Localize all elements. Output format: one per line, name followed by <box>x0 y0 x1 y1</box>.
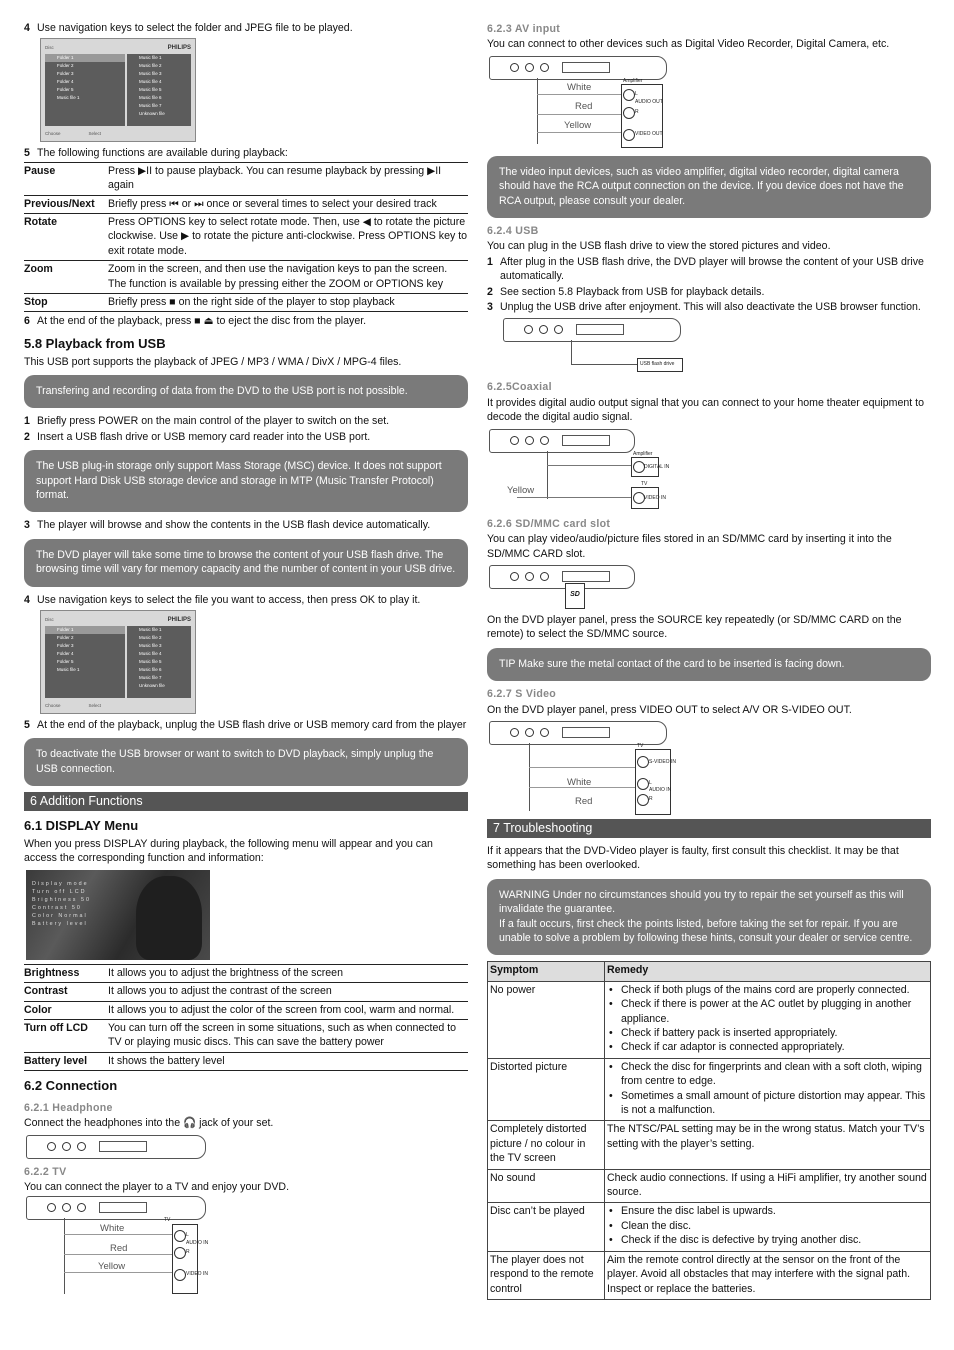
section-6-2-4-text: You can plug in the USB flash drive to view the stored pictures and video. <box>487 240 831 253</box>
amplifier-device: L AUDIO OUT R VIDEO OUT <box>621 84 663 148</box>
section-6-2-title: 6.2 Connection <box>24 1078 118 1094</box>
note-no-transfer: Transfering and recording of data from the DVD to the USB port is not possible. <box>24 375 468 408</box>
tv-label: TV <box>637 742 644 749</box>
wire-white-label: White <box>567 81 592 93</box>
player-device <box>503 318 681 342</box>
note-rca-output: The video input devices, such as video amplifier, digital video recorder, digital camera should have the RCA output connection on the device. If you device does not have the RCA output, please consult your dealer. <box>487 156 931 218</box>
file-list: Music file 1 Music file 2 Music file 3 Music file 4 Music file 5 Music file 6 Music file 7 Unknown file <box>127 54 191 126</box>
wire-yellow-label: Yellow <box>98 1261 126 1273</box>
chapter-7-bar: 7 Troubleshooting <box>487 819 931 838</box>
tv-device: S-VIDEO IN L AUDIO IN R <box>635 749 671 815</box>
table-row: Distorted picture • Check the disc for fingerprints and clean with a soft cloth, wiping from centre to edge. • Sometimes a small amount of picture distortion may appear. This is not a malfunction. <box>488 1058 931 1121</box>
amplifier-device: DIGITAL IN <box>631 457 659 477</box>
table-row: No sound Check audio connections. If using a HiFi amplifier, try another sound source. <box>488 1169 931 1203</box>
section-6-2-6-title: 6.2.6 SD/MMC card slot <box>487 517 611 530</box>
section-6-2-1-title: 6.2.1 Headphone <box>24 1101 113 1114</box>
usb-browser-screenshot: Disc PHILIPS Folder 1 Folder 2 Folder 3 Folder 4 Folder 5 Music file 1 Music file 1 Music file 2 Music file 3 Music file 4 Music file 5 Music file 6 Music file 7 Unknown file Choose Select <box>40 610 196 714</box>
section-6-2-5-text: It provides digital audio output signal that you can connect to your home theater equipment to decode the digital audio signal. <box>487 396 924 424</box>
wire-white-label: White <box>100 1223 125 1235</box>
wire-yellow-label: Yellow <box>564 119 592 131</box>
section-6-2-2-title: 6.2.2 TV <box>24 1165 67 1178</box>
disc-label: Disc <box>45 45 54 51</box>
section-6-2-6-text: You can play video/audio/picture files stored in an SD/MMC card by inserting it into the SD/MMC CARD slot. <box>487 533 892 560</box>
player-device <box>489 56 667 80</box>
usb-step-3: 3 The player will browse and show the contents in the USB flash device automatically. <box>24 519 431 532</box>
table-row: Disc can’t be played • Ensure the disc label is upwards. • Clean the disc. • Check if the disc is defective by trying another disc. <box>488 1203 931 1251</box>
usb-step-2: 2 Insert a USB flash drive or USB memory card reader into the USB port. <box>24 430 371 443</box>
warning-note: WARNING Under no circumstances should you try to repair the set yourself as this will invalidate the guarantee. If a fault occurs, first check the points listed, before taking the set for repair. If you are unable to solve a problem by following these hints, consult your dealer or service centre. <box>487 879 931 956</box>
usb-drive: USB flash drive <box>637 358 683 372</box>
player-device <box>489 429 635 453</box>
table-row: The player does not respond to the remote control Aim the remote control directly at the sensor on the front of the player. Avoid all obstacles that may interfere with the signal path. Inspect or replace the batteries. <box>488 1251 931 1299</box>
section-6-2-3-title: 6.2.3 AV input <box>487 23 561 35</box>
right-column <box>487 20 931 1300</box>
chapter-6-bar: 6 Addition Functions <box>24 792 468 811</box>
playback-functions-table: Pause Press ▶II to pause playback. You can resume playback by pressing ▶II again Previous/Next Briefly press ⏮ or ⏭ once or several times to select your desired track Rotate Press OPTIONS key to select rotate mode. Then, use ◀ to rotate the picture clockwise. Use ▶ to rotate the picture anti-clockwise. Press OPTIONS key to exit rotate mode. Zoom Zoom in the screen, and then use the navigation keys to pan the screen. The function is available by pressing either the ZOOM or OPTIONS key Stop Briefly press ■ on the right side of the player to stop playback <box>24 162 468 313</box>
usb2-step-2: 2 See section 5.8 Playback from USB for playback details. <box>487 285 765 298</box>
step-select-folder: 4 Use navigation keys to select the folder and JPEG file to be played. <box>24 22 353 34</box>
tv-device: VIDEO IN <box>631 487 659 509</box>
section-6-2-2-text: You can connect the player to a TV and enjoy your DVD. <box>24 1181 290 1194</box>
tv-device: L AUDIO IN R VIDEO IN <box>172 1224 198 1294</box>
jpeg-browser-screenshot: Disc PHILIPS Folder 1 Folder 2 Folder 3 Folder 4 Folder 5 Music file 1 Music file 1 Music file 2 Music file 3 Music file 4 Music file 5 Music file 6 Music file 7 Unknown file Choose Select <box>40 38 196 142</box>
section-6-2-6-text2: On the DVD player panel, press the SOURCE key repeatedly (or SD/MMC CARD on the remote) to select the SD/MMC source. <box>487 613 902 641</box>
usb-step-4: 4 Use navigation keys to select the file you want to access, then press OK to play it. <box>24 593 421 606</box>
note-browse-time: The DVD player will take some time to browse the content of your USB flash drive. The browsing time will vary for memory capacity and the number of content in your USB drive. <box>24 539 468 587</box>
section-6-1-title: 6.1 DISPLAY Menu <box>24 818 139 834</box>
display-menu-overlay: Display mode Turn off LCD Brightness 50 Contrast 50 Color Normal Battery level <box>32 880 91 927</box>
section-5-8-intro: This USB port supports the playback of JPEG / MP3 / WMA / DivX / MPG-4 files. <box>24 355 402 368</box>
step-functions: 5 The following functions are available during playback: <box>24 147 288 160</box>
usb2-step-1: 1 After plug in the USB flash drive, the DVD player will browse the content of your USB drive automatically. <box>487 255 924 283</box>
folder-list: Folder 1 Folder 2 Folder 3 Folder 4 Folder 5 Music file 1 <box>45 626 125 698</box>
section-5-8-title: 5.8 Playback from USB <box>24 335 166 351</box>
av-input-diagram <box>487 56 931 148</box>
wire-white-label: White <box>567 776 592 788</box>
tv-connection-diagram <box>24 1196 468 1294</box>
section-6-2-3-text: You can connect to other devices such as Digital Video Recorder, Digital Camera, etc. <box>487 38 890 51</box>
section-6-1-intro: When you press DISPLAY during playback, the following menu will appear and you can access the corresponding function and information: <box>24 837 433 865</box>
usb-connection-diagram <box>487 318 931 374</box>
step-eject: 6 At the end of the playback, press ■ ⏏ to eject the disc from the player. <box>24 315 367 328</box>
s-video-diagram <box>487 721 931 815</box>
display-functions-table: Brightness It allows you to adjust the brightness of the screen Contrast It allows you to adjust the contrast of the screen Color It allows you to adjust the color of the screen from cool, warm and normal. Turn off LCD You can turn off the screen in some situations, such as when connected to TV or playing music discs. This can save the battery power Battery level It shows the battery level <box>24 964 468 1071</box>
section-6-2-7-title: 6.2.7 S Video <box>487 688 557 701</box>
sd-card-icon: SD <box>565 583 585 609</box>
coaxial-diagram <box>487 429 931 511</box>
section-6-2-7-text: On the DVD player panel, press VIDEO OUT to select A/V OR S-VIDEO OUT. <box>487 703 852 716</box>
section-6-2-5-title: 6.2.5Coaxial <box>487 381 552 394</box>
note-deactivate-usb: To deactivate the USB browser or want to switch to DVD playback, simply unplug the USB connection. <box>24 738 468 786</box>
player-headphone-diagram <box>26 1135 206 1159</box>
folder-list: Folder 1 Folder 2 Folder 3 Folder 4 Folder 5 Music file 1 <box>45 54 125 126</box>
tip-note: TIP Make sure the metal contact of the card to be inserted is facing down. <box>487 648 931 681</box>
amplifier-label: Amplifier <box>623 77 643 84</box>
wire-yellow-label: Yellow <box>507 484 535 496</box>
player-device <box>489 565 635 589</box>
wire-red-label: Red <box>110 1243 128 1255</box>
troubleshooting-table: Symptom Remedy No power • Check if both plugs of the mains cord are properly connected. • Check if there is power at the AC outlet by plugging in another appliance. • Check if battery pack is inserted appropriately. • Check if car adaptor is connected appropriately. Distorted picture • Check the disc for fingerprints and clean with a soft cloth, wiping from centre to edge. • Sometimes a small amount of picture distortion may appear. This is not a malfunction. Completely distorted picture / no colour in the TV screen The NTSC/PAL setting may be in the wrong status. Match your TV’s setting with the player’s setting. No sound Check audio connections. If using a HiFi amplifier, try another sound source. Disc can’t be played • Ensure the disc label is upwards. • Clean the disc. • Check if the disc is defective by trying another disc. The player does not respond to the remote control Aim the remote control directly at the sensor on the front of the player. Avoid all obstacles that may interfere with the signal path. Inspect or replace the batteries. <box>487 961 931 1300</box>
wire-red-label: Red <box>575 100 593 112</box>
player-device <box>26 1196 206 1220</box>
wire-red-label: Red <box>575 795 593 807</box>
amplifier-label: Amplifier <box>633 450 653 457</box>
left-column <box>24 20 468 1294</box>
tv-label: TV <box>641 480 648 487</box>
table-row: Completely distorted picture / no colour in the TV screen The NTSC/PAL setting may be in the wrong status. Match your TV’s setting with the player’s setting. <box>488 1121 931 1169</box>
gorilla-image <box>136 876 202 960</box>
player-device <box>489 721 667 745</box>
sd-card-diagram <box>487 565 931 611</box>
file-list: Music file 1 Music file 2 Music file 3 Music file 4 Music file 5 Music file 6 Music file 7 Unknown file <box>127 626 191 698</box>
usb-step-5: 5 At the end of the playback, unplug the USB flash drive or USB memory card from the player <box>24 719 467 732</box>
tv-label: TV <box>164 1217 171 1224</box>
display-menu-screenshot <box>26 870 210 960</box>
section-6-2-4-title: 6.2.4 USB <box>487 225 539 238</box>
usb-step-1: 1 Briefly press POWER on the main control of the player to switch on the set. <box>24 415 390 428</box>
troubleshooting-intro: If it appears that the DVD-Video player is faulty, first consult this checklist. It may be that something has been overlooked. <box>487 844 899 872</box>
philips-logo: PHILIPS <box>167 616 191 623</box>
philips-logo: PHILIPS <box>167 45 191 52</box>
section-6-2-1-text: Connect the headphones into the 🎧 jack of your set. <box>24 1117 274 1130</box>
table-row: No power • Check if both plugs of the mains cord are properly connected. • Check if there is power at the AC outlet by plugging in another appliance. • Check if battery pack is inserted appropriately. • Check if car adaptor is connected appropriately. <box>488 981 931 1058</box>
usb2-step-3: 3 Unplug the USB drive after enjoyment. This will also deactivate the USB browser function. <box>487 301 921 314</box>
note-msc-only: The USB plug-in storage only support Mass Storage (MSC) device. It does not support support Hard Disk USB storage device and storage in MTP (Music Transfer Protocol) format. <box>24 450 468 512</box>
